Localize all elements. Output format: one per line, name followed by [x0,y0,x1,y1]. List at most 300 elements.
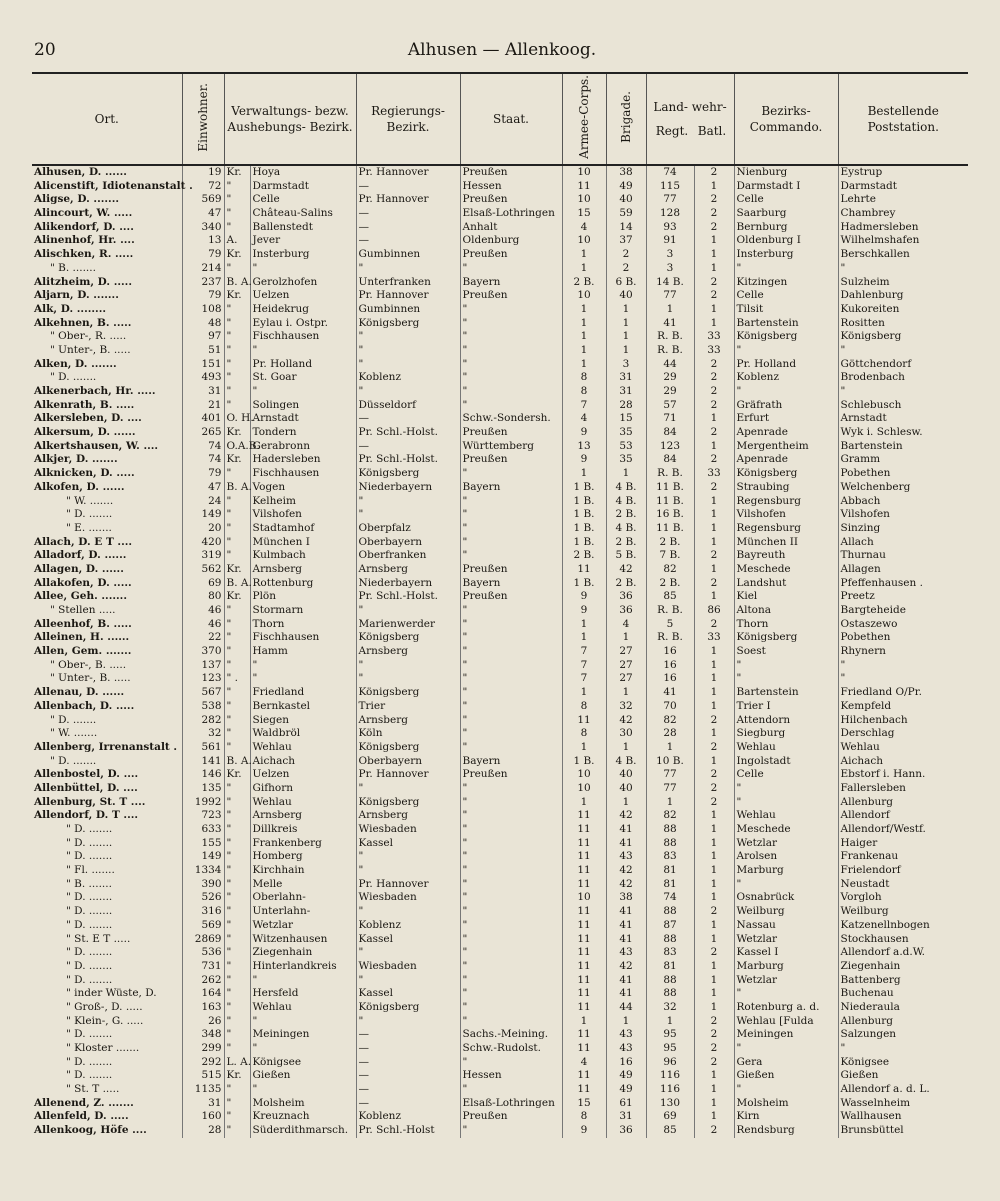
cell-bezirkskommando: Oldenburg I [734,234,838,248]
table-row [32,823,968,837]
cell-einwohner: 538 [182,700,224,714]
cell-regierungsbezirk: Marienwerder [356,618,460,632]
cell-staat: " [460,837,562,851]
cell-bataillon: 1 [694,837,734,851]
cell-armee-corps: 11 [562,960,606,974]
table-row [32,891,968,905]
cell-einwohner: 155 [182,837,224,851]
cell-bataillon: 2 [694,276,734,290]
cell-armee-corps: 4 [562,221,606,235]
cell-armee-corps: 11 [562,946,606,960]
cell-regierungsbezirk: " [356,495,460,509]
cell-regierungsbezirk: — [356,180,460,194]
cell-bataillon: 1 [694,700,734,714]
running-header [34,40,970,66]
cell-armee-corps: 15 [562,207,606,221]
cell-verwaltung-type: " [224,878,250,892]
page-title: Alhusen — Allenkoog. [407,40,597,60]
cell-brigade: 40 [606,193,646,207]
cell-regiment: 88 [646,987,694,1001]
cell-ort: Alladorf, D. ...... [34,549,127,562]
cell-einwohner: 149 [182,508,224,522]
cell-verwaltung-bezirk: Wetzlar [250,919,356,933]
cell-armee-corps: 11 [562,974,606,988]
cell-poststation: Rositten [838,317,968,331]
cell-regiment: R. B. [646,467,694,481]
cell-staat: Preußen [460,1110,562,1124]
table-row [32,467,968,481]
cell-armee-corps: 9 [562,604,606,618]
cell-verwaltung-bezirk: " [250,262,356,276]
cell-brigade: 43 [606,850,646,864]
cell-bezirkskommando: " [734,1042,838,1056]
cell-einwohner: 19 [182,165,224,180]
cell-brigade: 40 [606,768,646,782]
cell-armee-corps: 10 [562,289,606,303]
cell-poststation: Frielendorf [838,864,968,878]
cell-armee-corps: 11 [562,919,606,933]
cell-einwohner: 515 [182,1069,224,1083]
cell-staat: " [460,714,562,728]
cell-bataillon: 1 [694,1001,734,1015]
cell-ort: " D. ....... [66,1069,113,1082]
table-row [32,399,968,413]
cell-regierungsbezirk: Wiesbaden [356,960,460,974]
cell-staat: " [460,878,562,892]
cell-staat: Schw.-Rudolst. [460,1042,562,1056]
cell-brigade: 42 [606,563,646,577]
cell-verwaltung-type: " [224,1042,250,1056]
cell-regierungsbezirk: " [356,385,460,399]
cell-armee-corps: 1 [562,467,606,481]
cell-bataillon: 2 [694,1042,734,1056]
cell-regiment: 11 B. [646,481,694,495]
cell-regierungsbezirk: Arnsberg [356,645,460,659]
cell-armee-corps: 11 [562,1001,606,1015]
cell-einwohner: 31 [182,1097,224,1111]
cell-verwaltung-bezirk: Fischhausen [250,631,356,645]
cell-staat: Bayern [460,577,562,591]
cell-staat: " [460,1124,562,1138]
cell-verwaltung-type: A. [224,234,250,248]
cell-poststation: Pobethen [838,467,968,481]
cell-brigade: 1 [606,631,646,645]
table-row [32,262,968,276]
cell-ort: Allach, D. E T .... [34,535,133,548]
cell-regierungsbezirk: Arnsberg [356,809,460,823]
cell-poststation: Wasselnheim [838,1097,968,1111]
cell-armee-corps: 10 [562,165,606,180]
cell-regierungsbezirk: Niederbayern [356,481,460,495]
cell-einwohner: 31 [182,385,224,399]
cell-poststation: Brunsbüttel [838,1124,968,1138]
cell-armee-corps: 11 [562,1083,606,1097]
cell-verwaltung-type: Kr. [224,563,250,577]
cell-regiment: 2 B. [646,577,694,591]
cell-regiment: 87 [646,919,694,933]
cell-bataillon: 1 [694,919,734,933]
table-row [32,878,968,892]
cell-armee-corps: 10 [562,193,606,207]
cell-bataillon: 2 [694,207,734,221]
cell-einwohner: 567 [182,686,224,700]
cell-verwaltung-bezirk: Vogen [250,481,356,495]
cell-bataillon: 1 [694,317,734,331]
cell-regiment: 69 [646,1110,694,1124]
table-row [32,481,968,495]
cell-regiment: R. B. [646,344,694,358]
cell-verwaltung-bezirk: Homberg [250,850,356,864]
cell-armee-corps: 8 [562,700,606,714]
cell-ort: " D. ....... [66,891,113,904]
cell-ort: " D. ....... [66,850,113,863]
cell-bataillon: 1 [694,1069,734,1083]
cell-ort: Allenbach, D. ..... [34,699,135,712]
cell-bezirkskommando: Marburg [734,864,838,878]
cell-bezirkskommando: Erfurt [734,412,838,426]
cell-verwaltung-bezirk: " [250,1042,356,1056]
cell-poststation: Berschkallen [838,248,968,262]
cell-armee-corps: 1 B. [562,755,606,769]
table-row [32,590,968,604]
cell-staat: " [460,741,562,755]
cell-regiment: 84 [646,453,694,467]
cell-armee-corps: 11 [562,905,606,919]
cell-regierungsbezirk: — [356,221,460,235]
cell-einwohner: 135 [182,782,224,796]
cell-bataillon: 2 [694,165,734,180]
cell-verwaltung-type: " [224,659,250,673]
cell-staat: Bayern [460,755,562,769]
cell-ort: Alicenstift, Idiotenanstalt . [34,179,193,192]
cell-verwaltung-bezirk: Süderdithmarsch. [250,1124,356,1138]
col-einwohner-label: Einwohner. [196,82,210,152]
header-row [32,73,968,165]
cell-armee-corps: 11 [562,1042,606,1056]
col-corps-label: Armee-Corps. [577,75,591,159]
cell-regierungsbezirk: Oberbayern [356,536,460,550]
cell-verwaltung-bezirk: Kulmbach [250,549,356,563]
cell-regierungsbezirk: Pr. Schl.-Holst. [356,590,460,604]
cell-regierungsbezirk: Pr. Hannover [356,768,460,782]
cell-brigade: 4 B. [606,522,646,536]
cell-verwaltung-bezirk: Tondern [250,426,356,440]
cell-bezirkskommando: Regensburg [734,522,838,536]
table-row [32,426,968,440]
table-row [32,1015,968,1029]
cell-verwaltung-bezirk: Rottenburg [250,577,356,591]
cell-bataillon: 1 [694,755,734,769]
cell-einwohner: 97 [182,330,224,344]
table-row [32,248,968,262]
cell-brigade: 42 [606,809,646,823]
cell-armee-corps: 8 [562,371,606,385]
cell-verwaltung-type: " [224,508,250,522]
cell-verwaltung-type: " [224,686,250,700]
cell-ort: Allenburg, St. T .... [34,795,146,808]
cell-poststation: " [838,385,968,399]
cell-ort: " D. ....... [66,1028,113,1041]
cell-bataillon: 2 [694,221,734,235]
cell-bezirkskommando: Regensburg [734,495,838,509]
cell-poststation: Weilburg [838,905,968,919]
table-row [32,207,968,221]
cell-regierungsbezirk: " [356,905,460,919]
cell-regiment: 71 [646,412,694,426]
cell-bataillon: 1 [694,440,734,454]
cell-armee-corps: 11 [562,180,606,194]
cell-poststation: Ziegenhain [838,960,968,974]
cell-verwaltung-bezirk: Hamm [250,645,356,659]
cell-verwaltung-type: " [224,1028,250,1042]
cell-bezirkskommando: Kiel [734,590,838,604]
cell-staat: " [460,604,562,618]
cell-bezirkskommando: Celle [734,768,838,782]
cell-brigade: 1 [606,741,646,755]
table-row [32,631,968,645]
cell-regierungsbezirk: " [356,850,460,864]
cell-staat: " [460,549,562,563]
cell-verwaltung-bezirk: " [250,1083,356,1097]
cell-bezirkskommando: Trier I [734,700,838,714]
cell-verwaltung-bezirk: Hinterlandkreis [250,960,356,974]
cell-brigade: 1 [606,330,646,344]
cell-bezirkskommando: Rotenburg a. d. [734,1001,838,1015]
cell-einwohner: 48 [182,317,224,331]
cell-regierungsbezirk: Pr. Hannover [356,193,460,207]
cell-regiment: R. B. [646,604,694,618]
cell-regiment: 29 [646,371,694,385]
table-row [32,618,968,632]
table-row [32,371,968,385]
table-row [32,330,968,344]
cell-einwohner: 79 [182,467,224,481]
table-row [32,960,968,974]
cell-verwaltung-type: " [224,549,250,563]
cell-staat: " [460,303,562,317]
table-row [32,577,968,591]
cell-bezirkskommando: Meiningen [734,1028,838,1042]
cell-staat: Hessen [460,1069,562,1083]
cell-regierungsbezirk: Kassel [356,837,460,851]
cell-brigade: 4 [606,618,646,632]
cell-poststation: Göttchendorf [838,358,968,372]
cell-verwaltung-type: " [224,1097,250,1111]
table-row [32,905,968,919]
table-row [32,440,968,454]
table-row [32,1028,968,1042]
cell-bataillon: 1 [694,563,734,577]
cell-verwaltung-bezirk: Ziegenhain [250,946,356,960]
cell-armee-corps: 11 [562,1028,606,1042]
cell-brigade: 4 B. [606,495,646,509]
cell-staat: Preußen [460,165,562,180]
cell-brigade: 28 [606,399,646,413]
cell-bataillon: 1 [694,1097,734,1111]
cell-bezirkskommando: Wetzlar [734,837,838,851]
cell-poststation: Wehlau [838,741,968,755]
cell-ort: " D. ....... [66,905,113,918]
cell-brigade: 42 [606,864,646,878]
cell-regierungsbezirk: Königsberg [356,631,460,645]
col-kommando: Bezirks- Commando. [734,73,838,165]
cell-ort: Alkehnen, B. ..... [34,316,132,329]
table-row [32,522,968,536]
col-poststation: Bestellende Poststation. [838,73,968,165]
cell-armee-corps: 7 [562,659,606,673]
cell-bataillon: 1 [694,522,734,536]
cell-ort: Alkofen, D. ...... [34,480,125,493]
cell-bezirkskommando: Weilburg [734,905,838,919]
cell-einwohner: 69 [182,577,224,591]
cell-regiment: R. B. [646,330,694,344]
cell-brigade: 35 [606,426,646,440]
table-row [32,974,968,988]
cell-bezirkskommando: Apenrade [734,426,838,440]
cell-einwohner: 32 [182,727,224,741]
cell-verwaltung-type: Kr. [224,248,250,262]
cell-bezirkskommando: Celle [734,289,838,303]
cell-regiment: 84 [646,426,694,440]
cell-verwaltung-type: " [224,796,250,810]
cell-brigade: 41 [606,823,646,837]
cell-brigade: 40 [606,289,646,303]
cell-bataillon: 2 [694,905,734,919]
cell-regierungsbezirk: Oberpfalz [356,522,460,536]
cell-brigade: 3 [606,358,646,372]
cell-staat: " [460,522,562,536]
cell-brigade: 40 [606,782,646,796]
cell-staat: Preußen [460,453,562,467]
cell-regiment: R. B. [646,631,694,645]
cell-regiment: 77 [646,782,694,796]
cell-verwaltung-bezirk: Hersfeld [250,987,356,1001]
cell-armee-corps: 1 B. [562,495,606,509]
cell-poststation: Wyk i. Schlesw. [838,426,968,440]
cell-verwaltung-bezirk: Arnstadt [250,412,356,426]
cell-brigade: 59 [606,207,646,221]
cell-regiment: 7 B. [646,549,694,563]
cell-bataillon: 2 [694,782,734,796]
cell-staat: " [460,933,562,947]
cell-verwaltung-bezirk: Siegen [250,714,356,728]
col-regierung: Regierungs- Bezirk. [356,73,460,165]
cell-verwaltung-bezirk: Friedland [250,686,356,700]
cell-regiment: 1 [646,796,694,810]
cell-einwohner: 348 [182,1028,224,1042]
cell-verwaltung-type: " [224,905,250,919]
cell-einwohner: 26 [182,1015,224,1029]
cell-verwaltung-type: B. A. [224,276,250,290]
cell-regierungsbezirk: Oberfranken [356,549,460,563]
cell-einwohner: 214 [182,262,224,276]
cell-verwaltung-type: " [224,262,250,276]
cell-einwohner: 160 [182,1110,224,1124]
cell-regierungsbezirk: " [356,946,460,960]
cell-staat: Bayern [460,276,562,290]
cell-staat: " [460,700,562,714]
cell-poststation: Pfeffenhausen . [838,577,968,591]
cell-regiment: 3 [646,248,694,262]
cell-regierungsbezirk: Königsberg [356,1001,460,1015]
cell-bataillon: 1 [694,933,734,947]
cell-brigade: 49 [606,180,646,194]
cell-verwaltung-type: Kr. [224,453,250,467]
cell-bataillon: 2 [694,358,734,372]
cell-regiment: 16 [646,672,694,686]
table-row [32,221,968,235]
cell-brigade: 30 [606,727,646,741]
cell-regiment: 1 [646,741,694,755]
cell-verwaltung-type: " [224,604,250,618]
cell-verwaltung-bezirk: Heidekrug [250,303,356,317]
cell-verwaltung-type: B. A. [224,481,250,495]
cell-verwaltung-type: Kr. [224,1069,250,1083]
cell-poststation: Vilshofen [838,508,968,522]
cell-brigade: 1 [606,1015,646,1029]
cell-regiment: 88 [646,837,694,851]
cell-staat: " [460,358,562,372]
cell-bataillon: 1 [694,850,734,864]
cell-poststation: Stockhausen [838,933,968,947]
cell-poststation: Darmstadt [838,180,968,194]
cell-regiment: 32 [646,1001,694,1015]
cell-armee-corps: 10 [562,782,606,796]
cell-bezirkskommando: " [734,878,838,892]
cell-verwaltung-bezirk: Meiningen [250,1028,356,1042]
cell-einwohner: 151 [182,358,224,372]
cell-ort: Alleinen, H. ...... [34,631,130,644]
cell-regierungsbezirk: " [356,330,460,344]
cell-verwaltung-type: Kr. [224,426,250,440]
cell-brigade: 2 B. [606,577,646,591]
cell-brigade: 42 [606,878,646,892]
cell-verwaltung-type: " [224,344,250,358]
cell-bezirkskommando: Kassel I [734,946,838,960]
cell-poststation: Allendorf/Westf. [838,823,968,837]
cell-brigade: 2 [606,248,646,262]
cell-bezirkskommando: Königsberg [734,330,838,344]
table-row [32,412,968,426]
cell-staat: Preußen [460,193,562,207]
cell-verwaltung-type: " [224,823,250,837]
cell-regiment: 91 [646,234,694,248]
cell-verwaltung-type: " [224,317,250,331]
cell-poststation: Eystrup [838,165,968,180]
cell-bezirkskommando: Bayreuth [734,549,838,563]
cell-verwaltung-type: Kr. [224,165,250,180]
table-row [32,289,968,303]
cell-brigade: 49 [606,1083,646,1097]
cell-armee-corps: 2 B. [562,276,606,290]
cell-regiment: 2 B. [646,536,694,550]
table-row [32,1001,968,1015]
cell-verwaltung-type: " [224,467,250,481]
cell-verwaltung-type: " [224,1015,250,1029]
cell-bezirkskommando: " [734,672,838,686]
cell-brigade: 36 [606,604,646,618]
table-row [32,919,968,933]
cell-ort: Alitzheim, D. ..... [34,275,132,288]
cell-bataillon: 1 [694,891,734,905]
cell-bataillon: 2 [694,1056,734,1070]
table-row [32,317,968,331]
cell-einwohner: 723 [182,809,224,823]
cell-bezirkskommando: Wehlau [734,809,838,823]
cell-staat: Elsaß-Lothringen [460,207,562,221]
cell-regiment: 1 [646,1015,694,1029]
cell-einwohner: 340 [182,221,224,235]
